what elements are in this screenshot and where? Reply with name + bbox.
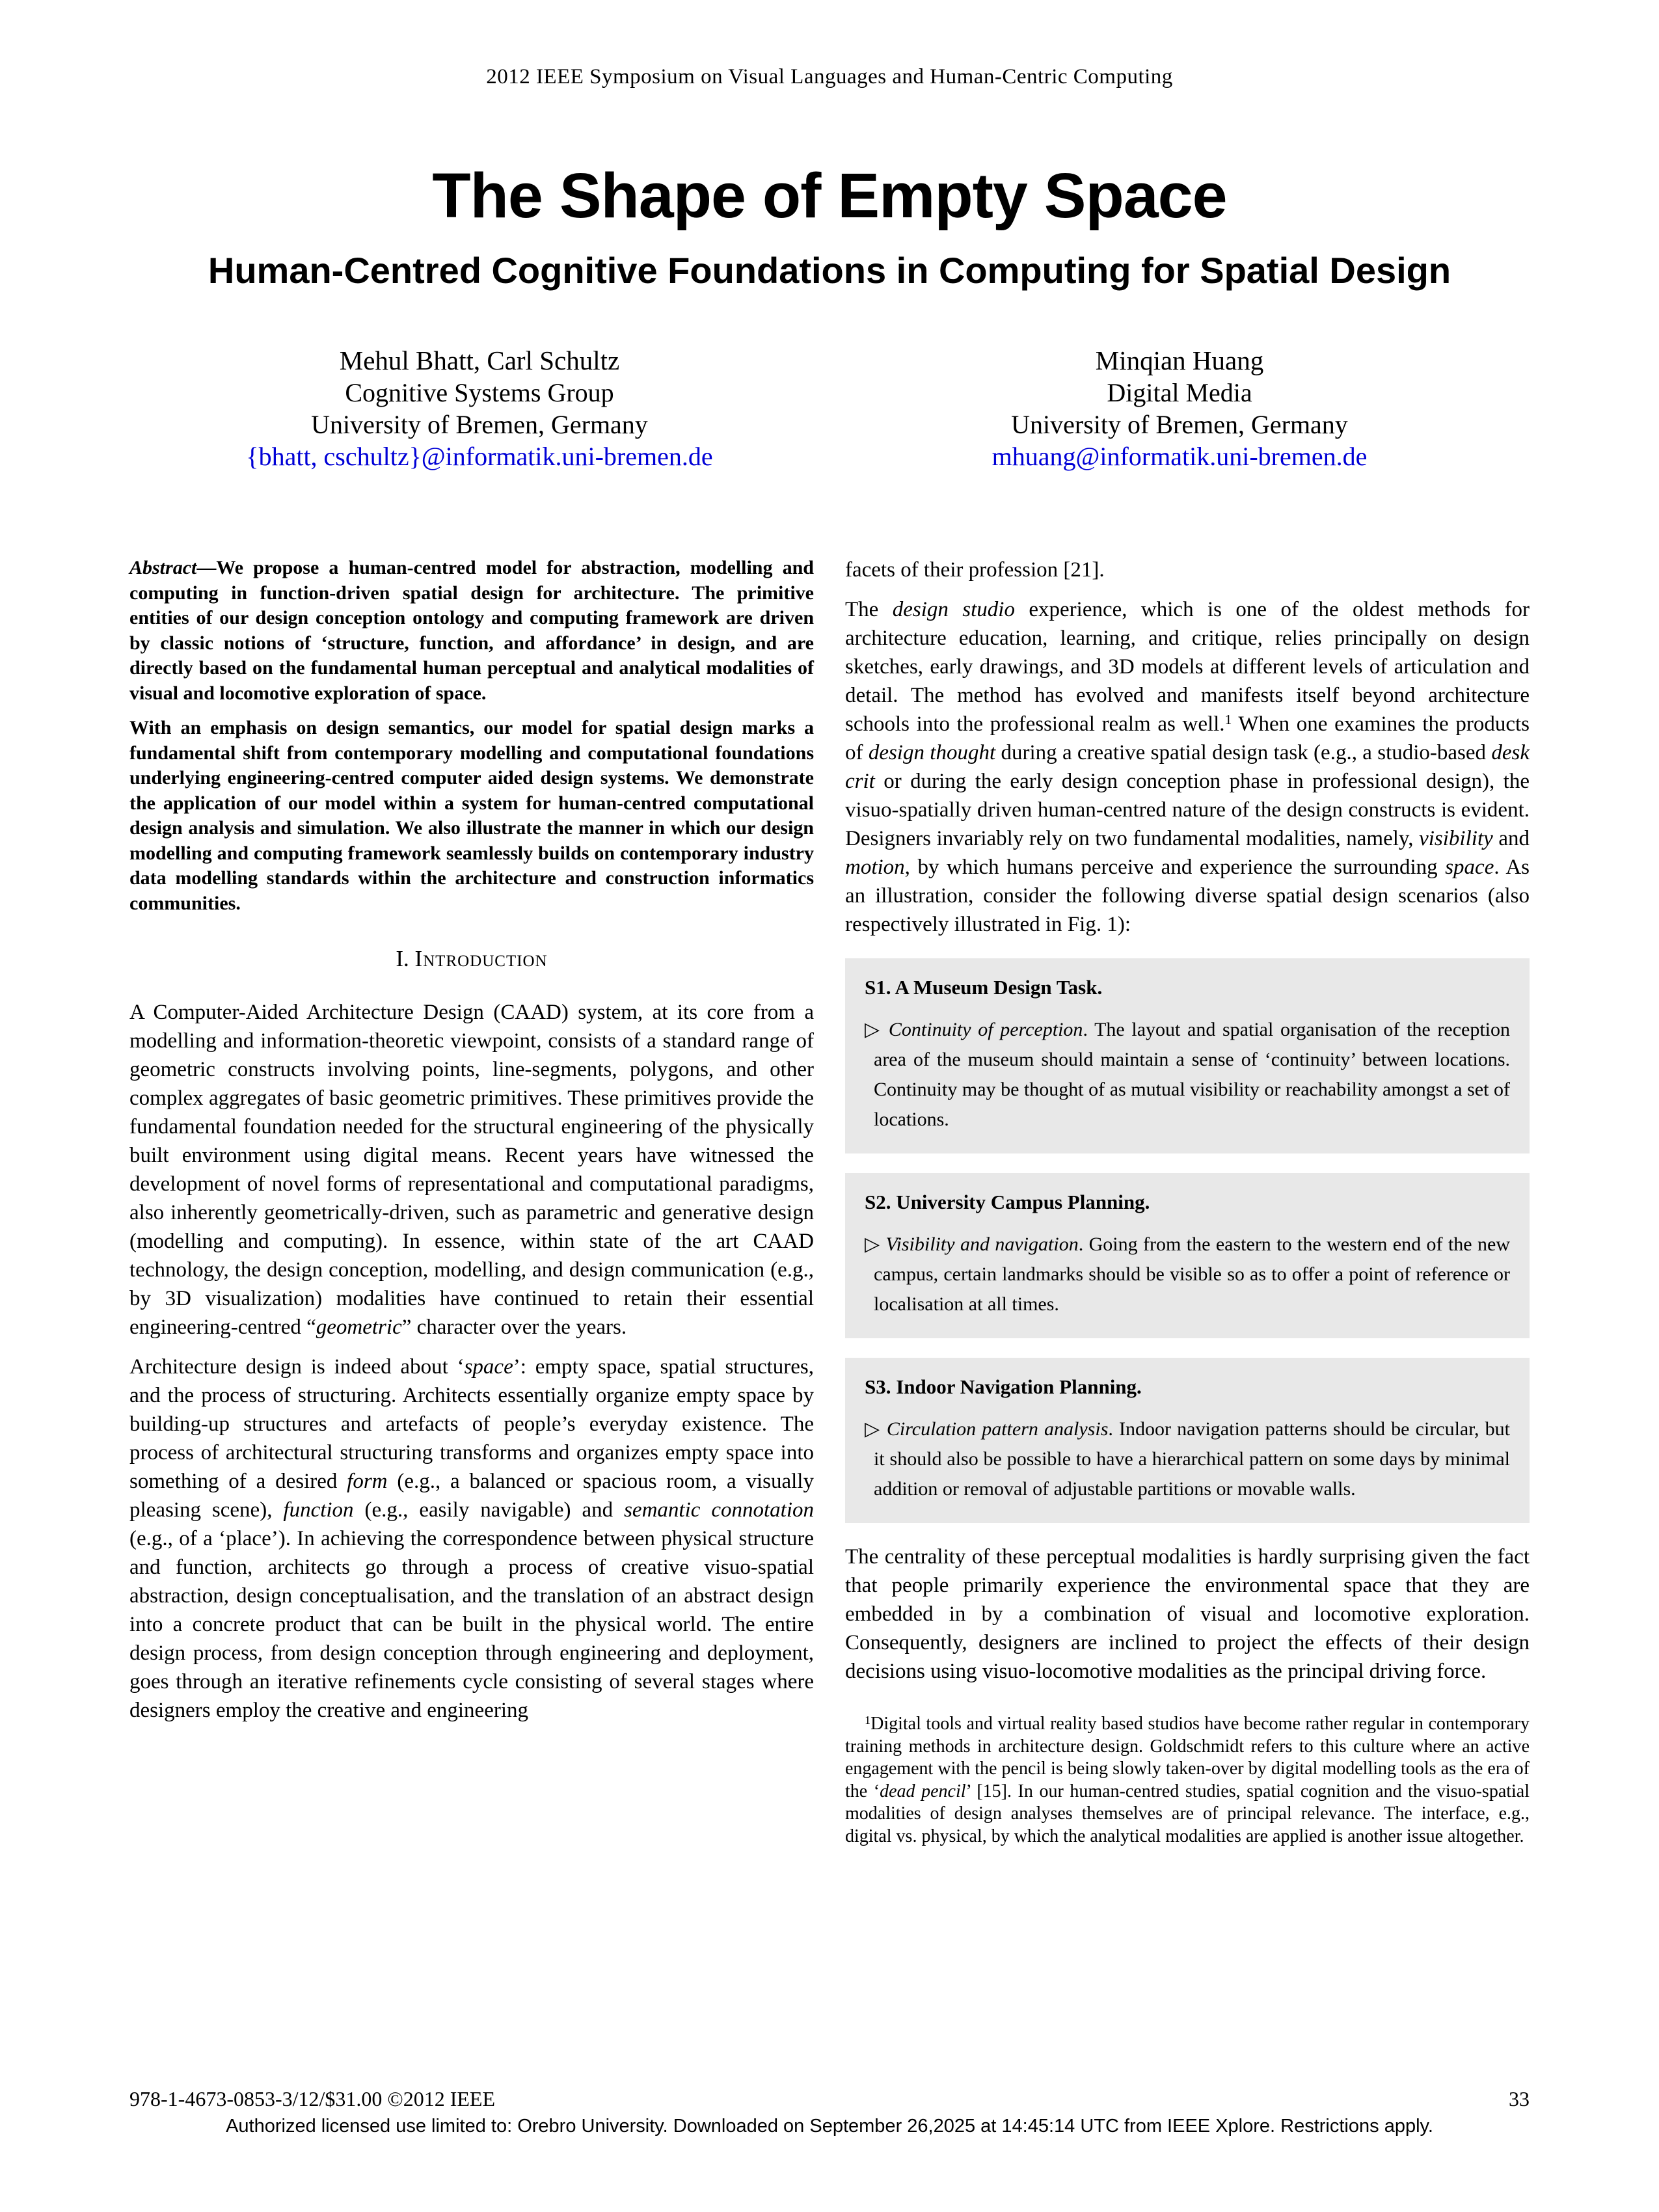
author-name: Mehul Bhatt, Carl Schultz bbox=[339, 345, 620, 375]
author-group: Digital Media bbox=[1107, 378, 1252, 407]
abstract-paragraph-2: With an emphasis on design semantics, our model for spatial design marks a fundamental shift from contemporary modelling and computational foundations underlying engineering-centred computer aided design systems. We demonstrate the application of our model within a system for human-centred computational design analysis and simulation. We also illustrate the manner in which our design modelling and computing framework seamlessly builds on contemporary industry data modelling standards within the architecture and construction informatics communities. bbox=[129, 717, 814, 914]
scenario-body-s3: ▷ Circulation pattern analysis. Indoor navigation patterns should be circular, but it should also be possible to have a hierarchical pattern on some days by minimal addition or removal of adjustable partitions or movable walls. bbox=[865, 1418, 1510, 1500]
section-number: I. bbox=[396, 946, 409, 971]
section-title: Introduction bbox=[414, 946, 548, 971]
scenario-header-s2: S2. University Campus Planning. bbox=[865, 1191, 1150, 1213]
author-name: Minqian Huang bbox=[1095, 345, 1264, 375]
scenario-header-s3: S3. Indoor Navigation Planning. bbox=[865, 1375, 1142, 1398]
abstract-paragraph-1: Abstract—We propose a human-centred model for abstraction, modelling and computing in function-driven spatial design for architecture. The primitive entities of our design conception ontology and computing framework are driven by classic notions of ‘structure, function, and affordance’ in design, and are directly based on the fundamental human perceptual and analytical modalities of visual and locomotive exploration of space. bbox=[129, 557, 814, 704]
two-column-body bbox=[129, 556, 1530, 1848]
copyright-notice: 978-1-4673-0853-3/12/$31.00 ©2012 IEEE bbox=[129, 2087, 496, 2111]
scenario-box-s2 bbox=[845, 1173, 1530, 1338]
scenario-box-s3 bbox=[845, 1358, 1530, 1523]
page-number: 33 bbox=[1509, 2087, 1530, 2111]
intro-paragraph-2: Architecture design is indeed about ‘space’: empty space, spatial structures, and the process of structuring. Architects essentially organize empty space by building-up structures and artefacts of people’s everyday existence. The process of architectural structuring transforms and organizes empty space into something of a desired form (e.g., a balanced or spacious room, a visually pleasing scene), function (e.g., easily navigable) and semantic connotation (e.g., of a ‘place’). In achieving the correspondence between physical structure and function, architects go through a process of creative visuo-spatial abstraction, design conceptualisation, and the translation of an abstract design into a concrete product that can be built in the physical world. The entire design process, from design conception through engineering and deployment, goes through an iterative refinements cycle consisting of several stages where designers employ the creative and engineering bbox=[129, 1355, 814, 1722]
left-column bbox=[129, 556, 814, 1848]
centrality-paragraph: The centrality of these perceptual modalities is hardly surprising given the fact that people primarily experience the environmental space that they are embedded in by a combination of visual and locomotive exploration. Consequently, designers are inclined to project the effects of their design decisions using visuo-locomotive modalities as the principal driving force. bbox=[845, 1545, 1530, 1683]
scenario-body-s1: ▷ Continuity of perception. The layout and spatial organisation of the reception area of the museum should maintain a sense of ‘continuity’ between locations. Continuity may be thought of as mutual visibility or reachability amongst a set of locations. bbox=[865, 1019, 1510, 1130]
footnote-1: $^1$Digital tools and virtual reality based studios have become rather regular in contemporary training methods in architecture design. Goldschmidt refers to this culture where an active engagement with the pencil is being slowly taken-over by digital modelling tools as the era of the ‘dead pencil’ [15]. In our human-centred studies, spatial cognition and the visuo-spatial modalities of design analyses themselves are of principal relevance. The interface, e.g., digital vs. physical, by which the analytical modalities are applied is another issue altogether. bbox=[845, 1713, 1530, 1846]
conference-header: 2012 IEEE Symposium on Visual Languages and Human-Centric Computing bbox=[486, 65, 1173, 88]
author-email[interactable]: mhuang@informatik.uni-bremen.de bbox=[991, 442, 1368, 471]
page-content bbox=[129, 65, 1530, 1848]
continuation-paragraph: facets of their profession [21]. bbox=[845, 558, 1105, 582]
intro-paragraph-1: A Computer-Aided Architecture Design (CAAD) system, at its core from a modelling and information-theoretic viewpoint, consists of a standard range of geometric constructs involving points, line-segments, polygons, and other complex aggregates of basic geometric primitives. These primitives provide the fundamental foundation needed for the structural engineering of the physically built environment using digital means. Recent years have witnessed the development of novel forms of representational and computational paradigms, also inherently geometrically-driven, such as parametric and generative design (modelling and computing). In essence, within state of the art CAAD technology, the design conception, modelling, and design communication (e.g., by 3D visualization) modalities have continued to retain their essential engineering-centred “geometric” character over the years. bbox=[129, 1001, 814, 1339]
scenario-body-s2: ▷ Visibility and navigation. Going from the eastern to the western end of the new campus, certain landmarks should be visible so as to offer a point of reference or localisation at all times. bbox=[865, 1234, 1510, 1315]
author-email[interactable]: {bhatt, cschultz}@informatik.uni-bremen.de bbox=[246, 442, 713, 471]
author-block-1 bbox=[129, 345, 830, 472]
author-row bbox=[129, 345, 1530, 472]
paper-title: The Shape of Empty Space bbox=[432, 160, 1227, 231]
author-block-2 bbox=[830, 345, 1530, 472]
design-studio-paragraph: The design studio experience, which is one of the oldest methods for architecture education, learning, and critique, relies principally on design sketches, early drawings, and 3D models at different levels of articulation and detail. The method has evolved and manifests itself beyond architecture schools into the professional realm as well.$^1$ When one examines the products of design thought during a creative spatial design task (e.g., a studio-based desk crit or during the early design conception phase in professional design), the visuo-spatially driven human-centred nature of the design constructs is evident. Designers invariably rely on two fundamental modalities, namely, visibility and motion, by which humans perceive and experience the surrounding space. As an illustration, consider the following diverse spatial design scenarios (also respectively illustrated in Fig. 1): bbox=[845, 598, 1530, 936]
ieee-xplore-stamp: Authorized licensed use limited to: Orebro University. Downloaded on September 26,2025 at 14:45:14 UTC from IEEE Xplore. Restrictions apply. bbox=[226, 2116, 1433, 2137]
right-column bbox=[845, 556, 1530, 1848]
paper-page bbox=[0, 65, 1659, 2212]
author-group: Cognitive Systems Group bbox=[345, 378, 614, 407]
footer bbox=[129, 2087, 1530, 2111]
scenario-box-s1 bbox=[845, 958, 1530, 1153]
author-university: University of Bremen, Germany bbox=[311, 410, 648, 439]
author-university: University of Bremen, Germany bbox=[1011, 410, 1348, 439]
section-heading-introduction bbox=[129, 946, 814, 972]
paper-subtitle: Human-Centred Cognitive Foundations in Computing for Spatial Design bbox=[208, 250, 1451, 291]
scenario-header-s1: S1. A Museum Design Task. bbox=[865, 976, 1103, 999]
